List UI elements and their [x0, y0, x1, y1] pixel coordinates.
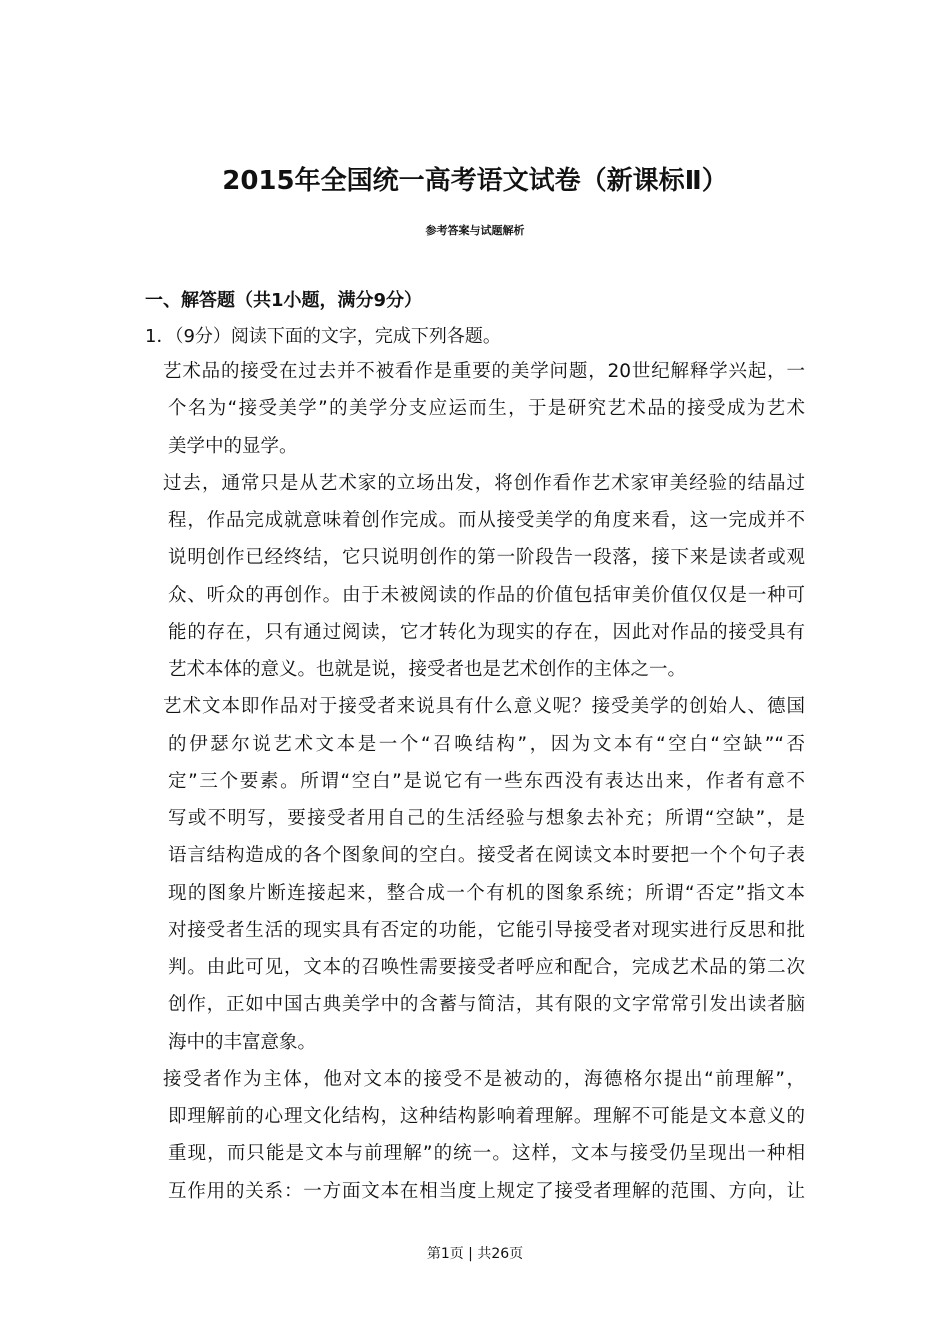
paragraph-line: 个名为“接受美学”的美学分支应运而生，于是研究艺术品的接受成为艺术 — [168, 398, 805, 420]
section-heading: 一、解答题（共1小题，满分9分） — [145, 290, 423, 311]
paragraph-line: 现的图象片断连接起来，整合成一个有机的图象系统；所谓“否定”指文本 — [168, 882, 805, 904]
paragraph-line: 艺术品的接受在过去并不被看作是重要的美学问题，20世纪解释学兴起，一 — [163, 361, 805, 382]
paragraph-line: 即理解前的心理文化结构，这种结构影响着理解。理解不可能是文本意义的 — [168, 1106, 805, 1127]
paragraph-line: 判。由此可见，文本的召唤性需要接受者呼应和配合，完成艺术品的第二次 — [168, 957, 805, 978]
paragraph-line: 定”三个要素。所谓“空白”是说它有一些东西没有表达出来，作者有意不 — [168, 770, 805, 792]
paragraph-line: 接受者作为主体，他对文本的接受不是被动的，海德格尔提出“前理解”， — [163, 1068, 805, 1090]
paragraph-line: 语言结构造成的各个图象间的空白。接受者在阅读文本时要把一个个句子表 — [168, 845, 805, 867]
paragraph-line: 对接受者生活的现实具有否定的功能，它能引导接受者对现实进行反思和批 — [168, 919, 805, 941]
paragraph-line: 艺术本体的意义。也就是说，接受者也是艺术创作的主体之一。 — [168, 659, 687, 680]
paragraph-line: 的伊瑟尔说艺术文本是一个“召唤结构”，因为文本有“空白“空缺”“否 — [168, 733, 805, 755]
paragraph-line: 众、听众的再创作。由于未被阅读的作品的价值包括审美价值仅仅是一种可 — [168, 584, 805, 606]
paragraph-line: 海中的丰富意象。 — [168, 1031, 317, 1053]
paragraph-line: 程，作品完成就意味着创作完成。而从接受美学的角度来看，这一完成并不 — [168, 510, 805, 531]
paragraph-line: 过去，通常只是从艺术家的立场出发，将创作看作艺术家审美经验的结晶过 — [163, 472, 805, 494]
paragraph-line: 能的存在，只有通过阅读，它才转化为现实的存在，因此对作品的接受具有 — [168, 621, 805, 643]
document-title: 2015年全国统一高考语文试卷（新课标Ⅱ） — [222, 166, 728, 196]
question-prompt: 1．（9分）阅读下面的文字，完成下列各题。 — [145, 326, 501, 347]
paragraph-line: 互作用的关系：一方面文本在相当度上规定了接受者理解的范围、方向，让 — [168, 1180, 805, 1202]
page-footer: 第1页 | 共26页 — [426, 1246, 524, 1262]
paragraph-line: 重现，而只能是文本与前理解”的统一。这样，文本与接受仍呈现出一种相 — [168, 1143, 805, 1165]
paragraph-line: 写或不明写，要接受者用自己的生活经验与想象去补充；所谓“空缺”，是 — [168, 808, 805, 829]
paragraph-line: 创作，正如中国古典美学中的含蓄与简洁，其有限的文字常常引发出读者脑 — [168, 994, 805, 1016]
paragraph-line: 美学中的显学。 — [168, 435, 298, 457]
paragraph-line: 艺术文本即作品对于接受者来说具有什么意义呢？接受美学的创始人、德国 — [163, 696, 805, 718]
paragraph-line: 说明创作已经终结，它只说明创作的第一阶段告一段落，接下来是读者或观 — [168, 547, 805, 569]
document-subtitle: 参考答案与试题解析 — [425, 224, 525, 237]
